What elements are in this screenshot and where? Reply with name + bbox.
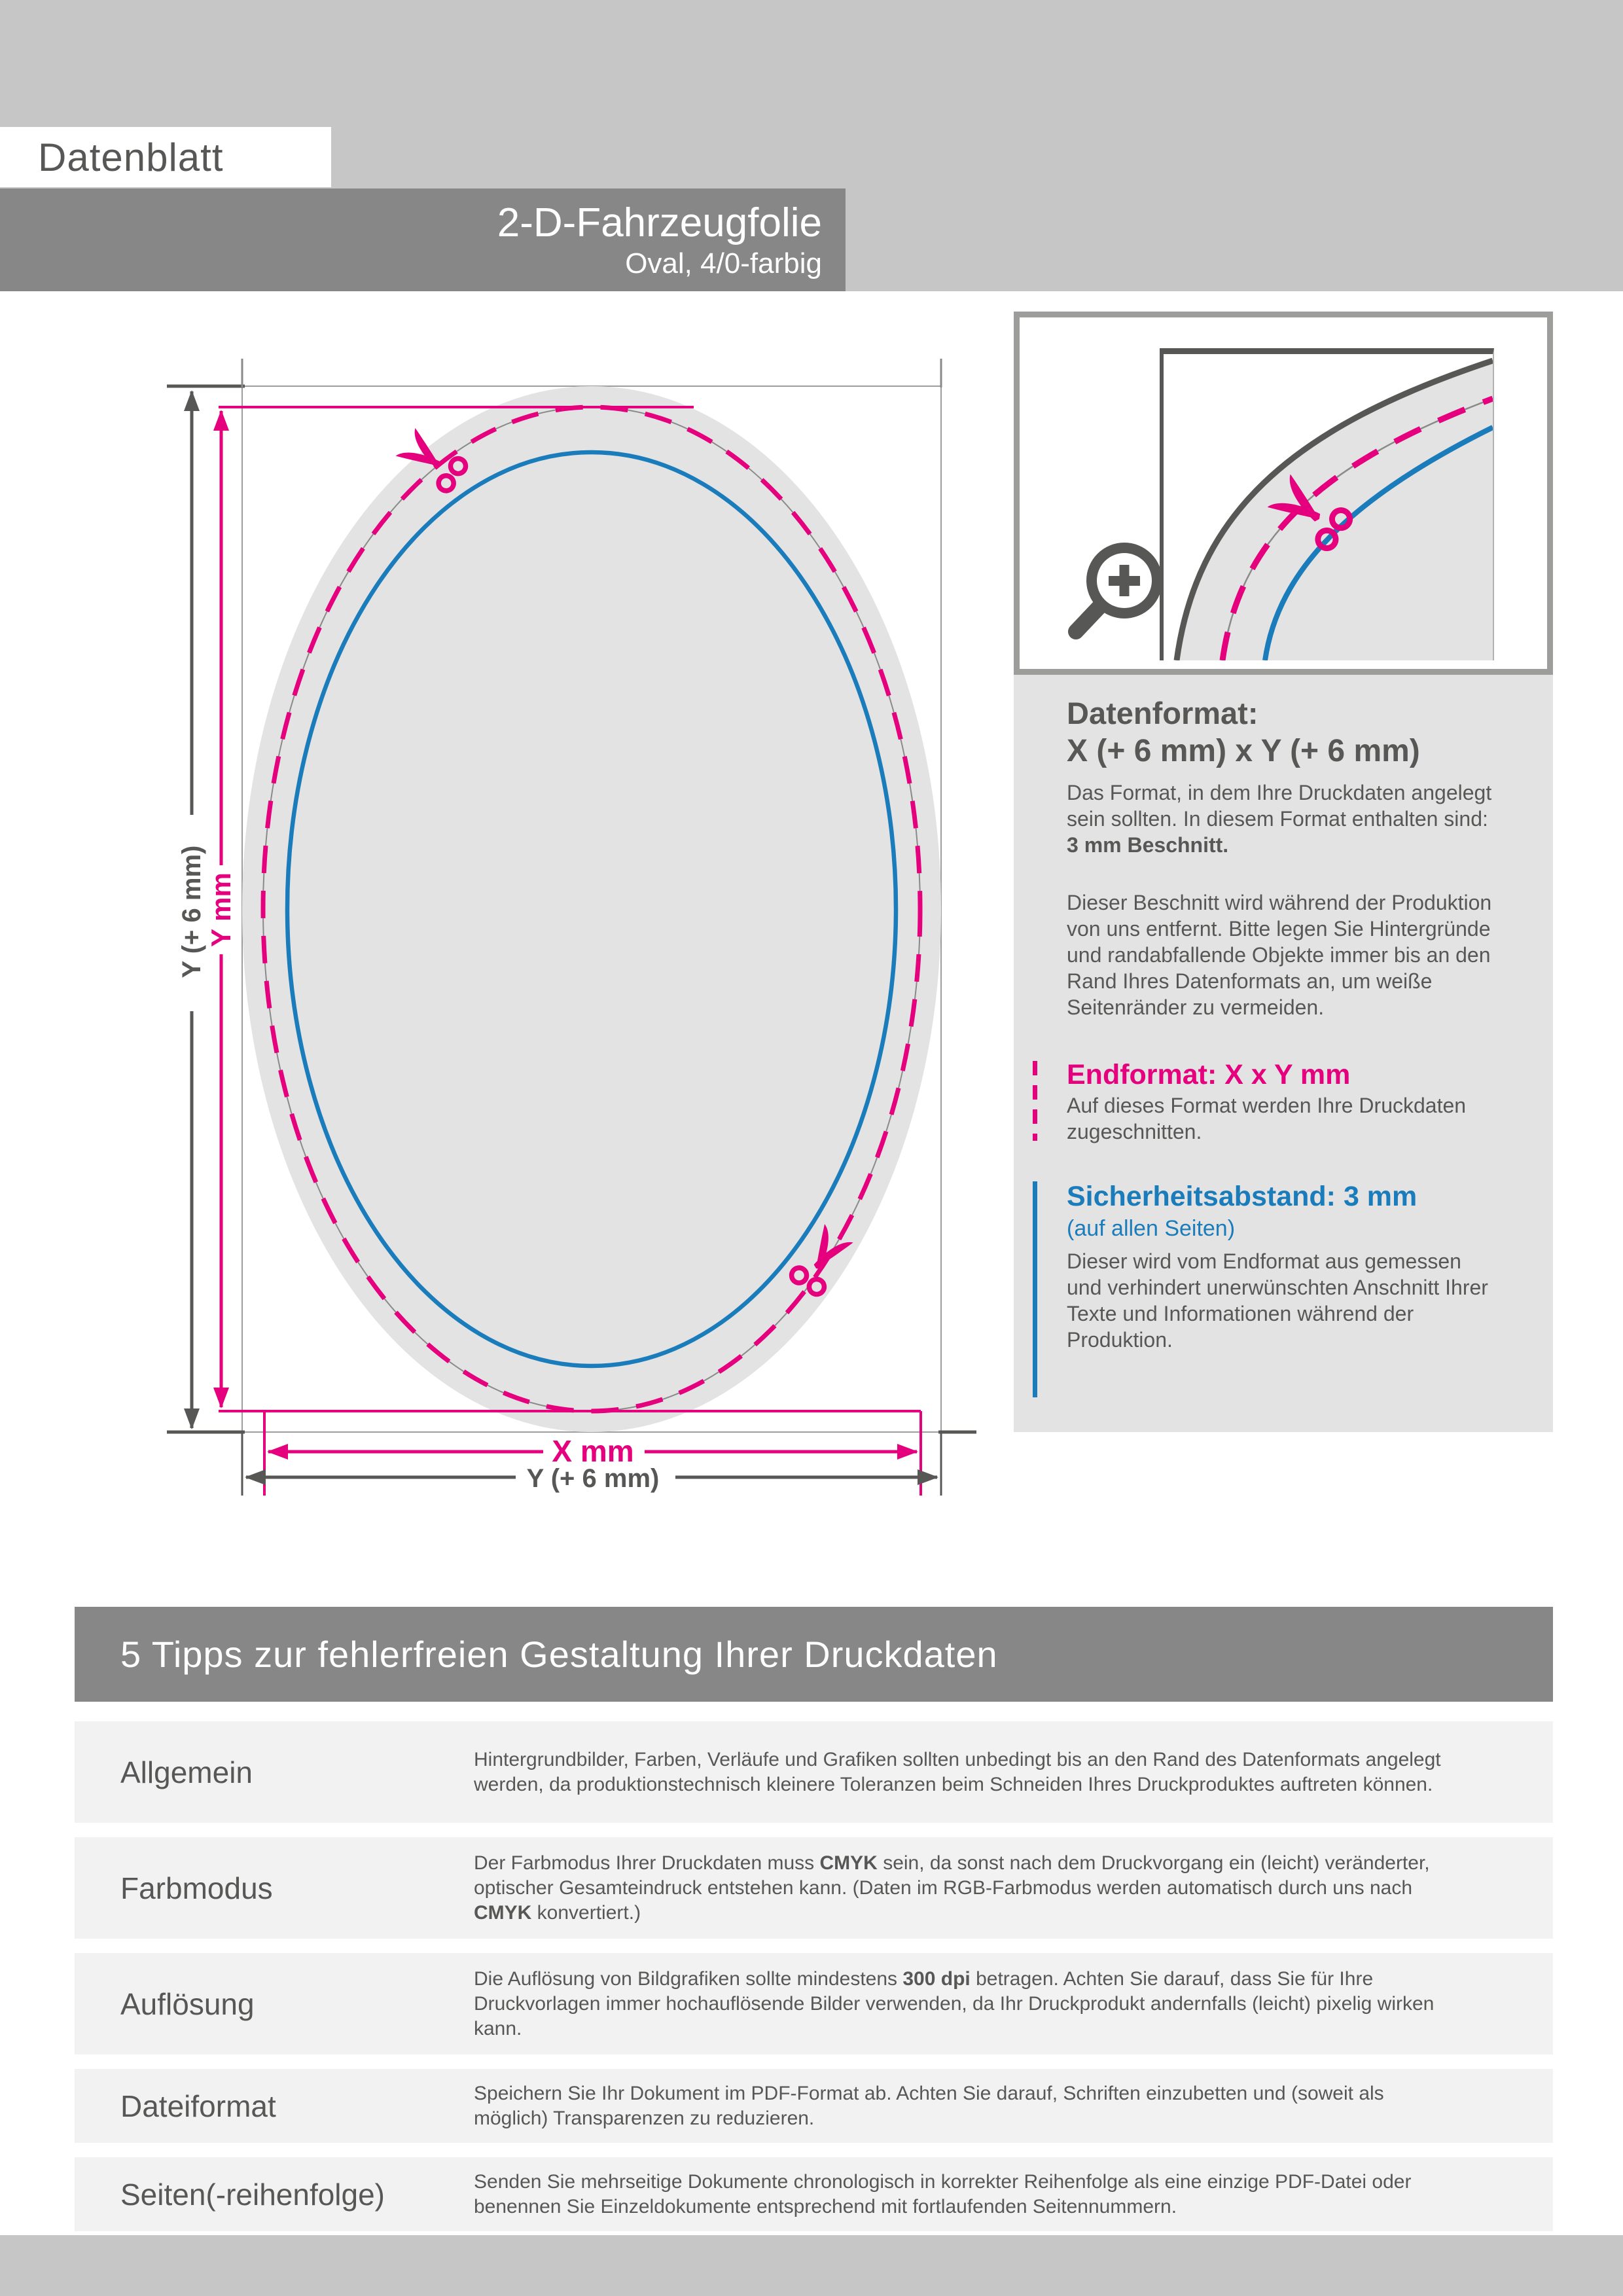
product-subtitle: Oval, 4/0-farbig [625, 247, 822, 279]
endformat-paragraph: Auf dieses Format werden Ihre Druckdaten zugeschnitten. [1067, 1094, 1467, 1143]
header-band [0, 0, 1623, 291]
endformat-dashed-line [1033, 1061, 1037, 1141]
tip-row-dateiformat [75, 2069, 1553, 2143]
endformat-heading: Endformat: X x Y mm [1067, 1059, 1351, 1090]
sicherheitsabstand-section [1067, 1179, 1527, 1353]
tip-row-aufloesung [75, 1953, 1553, 2054]
tip-label: Auflösung [120, 1986, 255, 2021]
footer-band [0, 2235, 1623, 2296]
datenformat-formula: X (+ 6 mm) x Y (+ 6 mm) [1067, 734, 1420, 768]
zoom-detail-box [1014, 312, 1553, 675]
sicherheitsabstand-heading: Sicherheitsabstand: 3 mm [1067, 1181, 1418, 1212]
tip-label: Dateiformat [120, 2089, 276, 2123]
tip-body: Speichern Sie Ihr Dokument im PDF-Format ab. Achten Sie darauf, Schriften einzubetten und (soweit als möglich) Transparenzen zu reduzieren. [474, 2082, 1384, 2129]
tip-body: Hintergrundbilder, Farben, Verläufe und Grafiken sollten unbedingt bis an den Rand des Datenformats angelegt werden, da produktionstechnisch kleinere Toleranzen beim Schneiden Ihres Druckproduktes auftreten können. [474, 1748, 1441, 1795]
datenformat-heading: Datenformat: [1067, 696, 1258, 730]
tips-section [75, 1607, 1553, 2231]
zoom-detail-drawing [1164, 354, 1493, 660]
sicherheitsabstand-subheading: (auf allen Seiten) [1067, 1216, 1236, 1241]
tip-body: Der Farbmodus Ihrer Druckdaten muss CMYK sein, da sonst nach dem Druckvorgang ein (leicht) veränderter, optischer Gesamteindruck entstehen kann. (Daten im RGB-Farbmodus werden automatisch durch uns nach CMYK konvertiert.) [474, 1852, 1430, 1924]
dim-bottom-outer-label: Y (+ 6 mm) [526, 1464, 660, 1493]
bleed-oval [242, 386, 941, 1432]
tip-row-seitenreihenfolge [75, 2157, 1553, 2231]
format-diagram [92, 340, 1060, 1532]
datenformat-paragraph-1: Das Format, in dem Ihre Druckdaten angelegt sein sollten. In diesem Format enthalten sind: 3 mm Beschnitt. [1067, 781, 1492, 857]
endformat-section [1067, 1057, 1527, 1145]
magnifier-plus-icon [1051, 533, 1169, 671]
tips-title: 5 Tipps zur fehlerfreien Gestaltung Ihrer Druckdaten [120, 1634, 998, 1675]
product-title-band [0, 188, 846, 291]
dim-left-outer-label: Y (+ 6 mm) [177, 845, 206, 978]
tip-row-allgemein [75, 1721, 1553, 1823]
datenblatt-badge [0, 127, 331, 187]
sicherheitsabstand-solid-line [1033, 1181, 1037, 1397]
format-info-panel [1014, 675, 1553, 1432]
product-title: 2-D-Fahrzeugfolie [497, 200, 822, 245]
tip-label: Seiten(-reihenfolge) [120, 2177, 385, 2212]
datenblatt-label: Datenblatt [38, 135, 224, 179]
tip-label: Farbmodus [120, 1871, 273, 1905]
tip-body: Die Auflösung von Bildgrafiken sollte mindestens 300 dpi betragen. Achten Sie darauf, dass Sie für Ihre Druckvorlagen immer hochauflösende Bilder verwenden, da Ihr Druckprodukt andernfalls (leicht) pixelig wirken kann. [474, 1967, 1435, 2039]
datenformat-paragraph-2: Dieser Beschnitt wird während der Produktion von uns entfernt. Bitte legen Sie Hintergründe und randabfallende Objekte immer bis an den Rand Ihres Datenformats an, um weiße Seitenränder zu vermeiden. [1067, 891, 1492, 1019]
zoom-detail-frame [1160, 348, 1494, 660]
sicherheitsabstand-paragraph: Dieser wird vom Endformat aus gemessen und verhindert unerwünschten Anschnitt Ihrer Texte und Informationen während der Produktion. [1067, 1249, 1488, 1352]
tip-label: Allgemein [120, 1755, 253, 1789]
tip-row-farbmodus [75, 1837, 1553, 1939]
dim-left-inner-label: Y mm [205, 872, 236, 947]
tips-title-band [75, 1607, 1553, 1702]
dim-x-label: X mm [552, 1434, 634, 1468]
tip-body: Senden Sie mehrseitige Dokumente chronologisch in korrekter Reihenfolge als eine einzige PDF-Datei oder benennen Sie Einzeldokumente entsprechend mit fortlaufenden Seitennummern. [474, 2170, 1412, 2217]
